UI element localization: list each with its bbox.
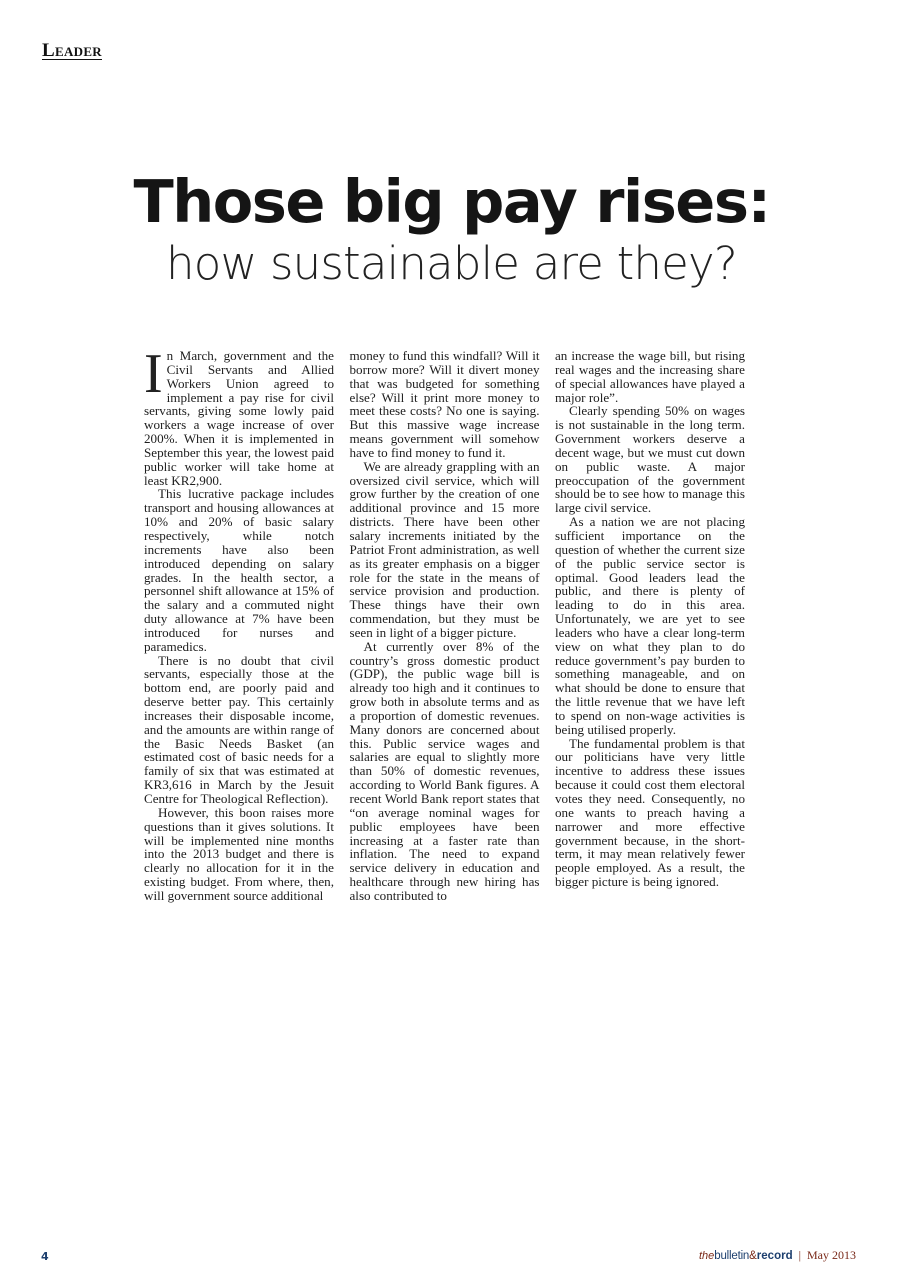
paragraph: There is no doubt that civil servants, especially those at the bottom end, are poorly paid and deserve better pay. This certainly increases their disposable income, and the amounts are within range of the Basic Needs Basket (an estimated cost of basic needs for a family of six that was estimated at KR3,616 in March by the Jesuit Centre for Theological Reflection). — [144, 652, 334, 806]
drop-cap: I — [144, 343, 163, 405]
paragraph: money to fund this windfall? Will it borrow more? Will it divert money that was budgeted for something else? Will it print more money to meet these costs? No one is saying. But this massive wage increase means government will somehow have to find money to fund it. — [349, 348, 540, 460]
paragraph: In March, government and the Civil Servants and Allied Workers Union agreed to implement a pay rise for civil servants, giving some lowly paid workers a wage increase of over 200%. When it is implemented in September this year, the lowest paid public worker will take home at least KR2,900. — [144, 343, 334, 488]
article-column-2 — [350, 349, 540, 903]
article-body — [144, 343, 745, 903]
headline-subtitle: how sustainable are they? — [166, 237, 737, 290]
paragraph: We are already grappling with an oversized civil service, which will grow further by the creation of one additional province and 15 more districts. There have been other salary increments initiated by the Patriot Front administration, as well as its greater emphasis on a bigger role for the state in the means of service provision and production. These things have their own commendation, but they must be seen in light of a bigger picture. — [349, 458, 540, 640]
magazine-name: thebulletin&record — [698, 1250, 793, 1262]
page-number: 4 — [41, 1250, 49, 1263]
paragraph: However, this boon raises more questions than it gives solutions. It will be implemented nine months into the 2013 budget and there is clearly no allocation for it in the existing budget. From where, then, will government source additional — [144, 804, 334, 903]
article-column-1 — [144, 343, 334, 903]
article-column-3 — [555, 349, 745, 903]
paragraph: As a nation we are not placing sufficient importance on the question of whether the current size of the public service sector is optimal. Good leaders lead the public, and there is plenty of leading to do in this area. Unfortunately, we are yet to see leaders who have a clear long-term view on what they plan to do reduce government’s pay burden to something manageable, and on what should be done to ensure that the little revenue that we have left to spend on non-wage activities is being utilised properly. — [555, 514, 745, 737]
magazine-footer — [699, 1248, 856, 1263]
paragraph: an increase the wage bill, but rising real wages and the increasing share of special allowances have played a major role”. — [555, 348, 745, 405]
issue-date: May 2013 — [807, 1248, 856, 1262]
paragraph: At currently over 8% of the country’s gross domestic product (GDP), the public wage bill is already too high and it continues to grow both in absolute terms and as a proportion of domestic revenues. Many donors are concerned about this. Public service wages and salaries are equal to slightly more than 50% of domestic revenues, according to World Bank figures. A recent World Bank report states that “on average nominal wages for public employees have been increasing at a faster rate than inflation. The need to expand service delivery in education and healthcare through new hiring has also contributed to — [349, 638, 540, 903]
headline-title: Those big pay rises: — [133, 167, 770, 236]
section-label: Leader — [42, 40, 102, 61]
footer-separator: | — [798, 1248, 801, 1262]
paragraph: This lucrative package includes transport and housing allowances at 10% and 20% of basic salary respectively, while notch increments have also been introduced depending on salary grades. In the health sector, a personnel shift allowance at 15% of the salary and a commuted night duty allowance at 7% have been introduced for nurses and paramedics. — [144, 486, 334, 654]
paragraph: Clearly spending 50% on wages is not sustainable in the long term. Government workers deserve a decent wage, but we must cut down on public waste. A major preoccupation of the government should be to see how to manage this large civil service. — [555, 403, 745, 516]
paragraph: The fundamental problem is that our politicians have very little incentive to address these issues because it could cost them electoral votes they need. Consequently, no one wants to preach having a narrower and more effective government because, in the short-term, it may mean relatively fewer people employed. As a result, the bigger picture is being ignored. — [555, 735, 745, 890]
